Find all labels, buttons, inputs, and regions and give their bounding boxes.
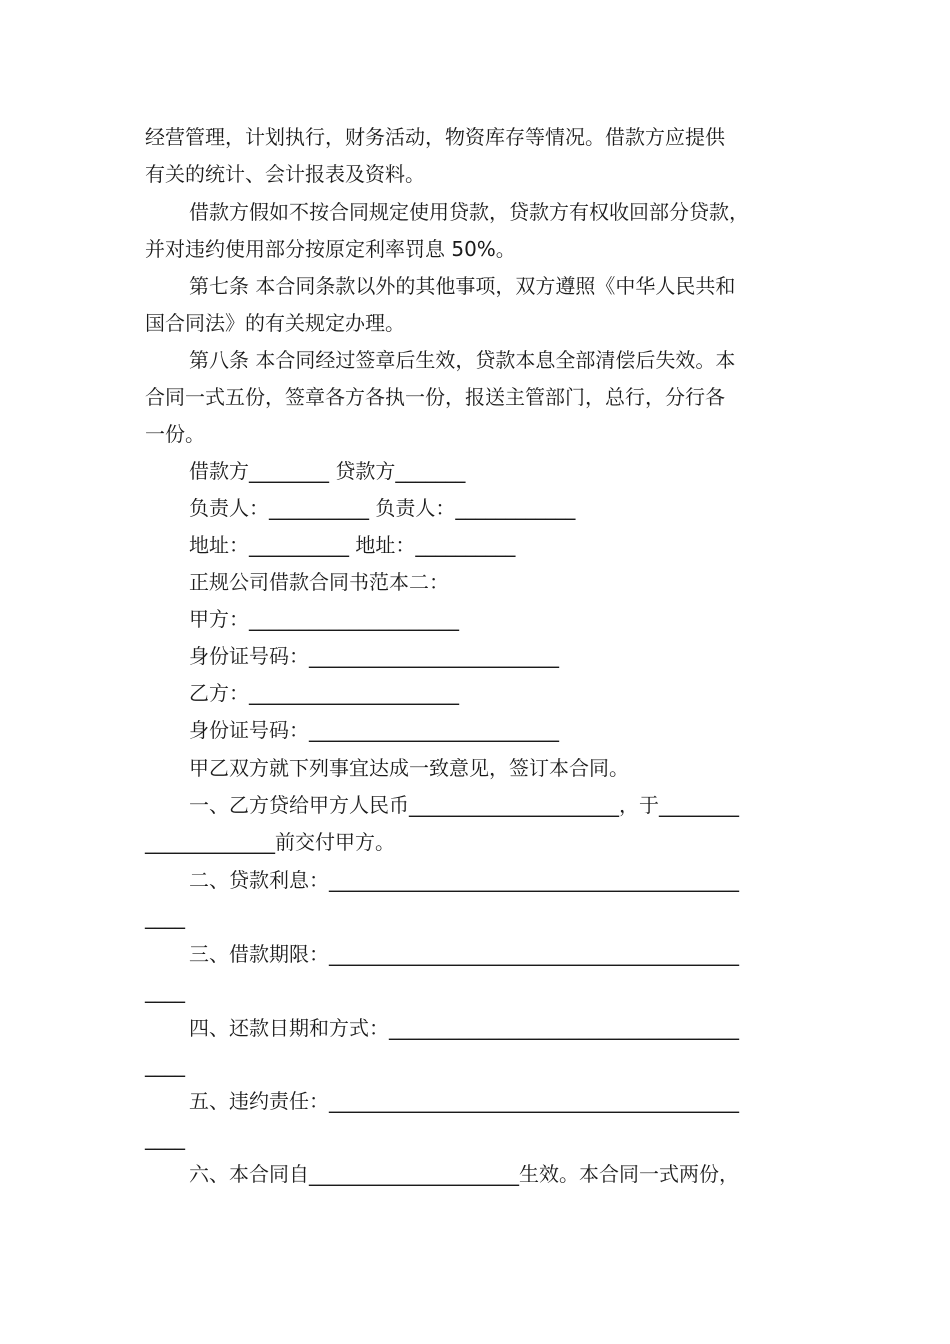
clause-3-continuation: ____: [145, 979, 185, 1003]
id-number-line: 身份证号码：_________________________: [189, 718, 559, 742]
clause-1-continuation: _____________前交付甲方。: [145, 830, 395, 854]
signature-parties-line: 借款方________ 贷款方_______: [189, 459, 466, 483]
paragraph-line: 合同一式五份，签章各方各执一份，报送主管部门，总行，分行各: [145, 385, 725, 409]
clause-6-line: 六、本合同自_____________________生效。本合同一式两份，: [189, 1162, 739, 1186]
article-8-line: 第八条 本合同经过签章后生效，贷款本息全部清偿后失效。本: [189, 348, 736, 372]
clause-4-line: 四、还款日期和方式：___________________________________: [189, 1016, 739, 1040]
paragraph-line: 借款方假如不按合同规定使用贷款，贷款方有权收回部分贷款，: [189, 200, 749, 224]
id-number-line: 身份证号码：_________________________: [189, 644, 559, 668]
clause-2-continuation: ____: [145, 905, 185, 929]
clause-5-line: 五、违约责任：_________________________________________: [189, 1089, 739, 1113]
section-heading: 正规公司借款合同书范本二：: [189, 570, 449, 594]
agreement-intro-line: 甲乙双方就下列事宜达成一致意见，签订本合同。: [189, 756, 629, 780]
responsible-person-line: 负责人：__________ 负责人：____________: [189, 496, 576, 520]
paragraph-line: 一份。: [145, 422, 205, 446]
clause-1-line: 一、乙方贷给甲方人民币_____________________，于________: [189, 793, 739, 817]
clause-4-continuation: ____: [145, 1053, 185, 1077]
paragraph-line: 国合同法》的有关规定办理。: [145, 311, 405, 335]
party-b-line: 乙方：_____________________: [189, 681, 459, 705]
paragraph-line: 经营管理，计划执行，财务活动，物资库存等情况。借款方应提供: [145, 125, 725, 149]
address-line: 地址：__________ 地址：__________: [189, 533, 516, 557]
party-a-line: 甲方：_____________________: [189, 607, 459, 631]
article-7-line: 第七条 本合同条款以外的其他事项，双方遵照《中华人民共和: [189, 274, 736, 298]
paragraph-line: 并对违约使用部分按原定利率罚息 50%。: [145, 237, 516, 261]
clause-5-continuation: ____: [145, 1126, 185, 1150]
clause-2-line: 二、贷款利息：_________________________________________: [189, 868, 739, 892]
paragraph-line: 有关的统计、会计报表及资料。: [145, 162, 425, 186]
clause-3-line: 三、借款期限：_________________________________________: [189, 942, 739, 966]
